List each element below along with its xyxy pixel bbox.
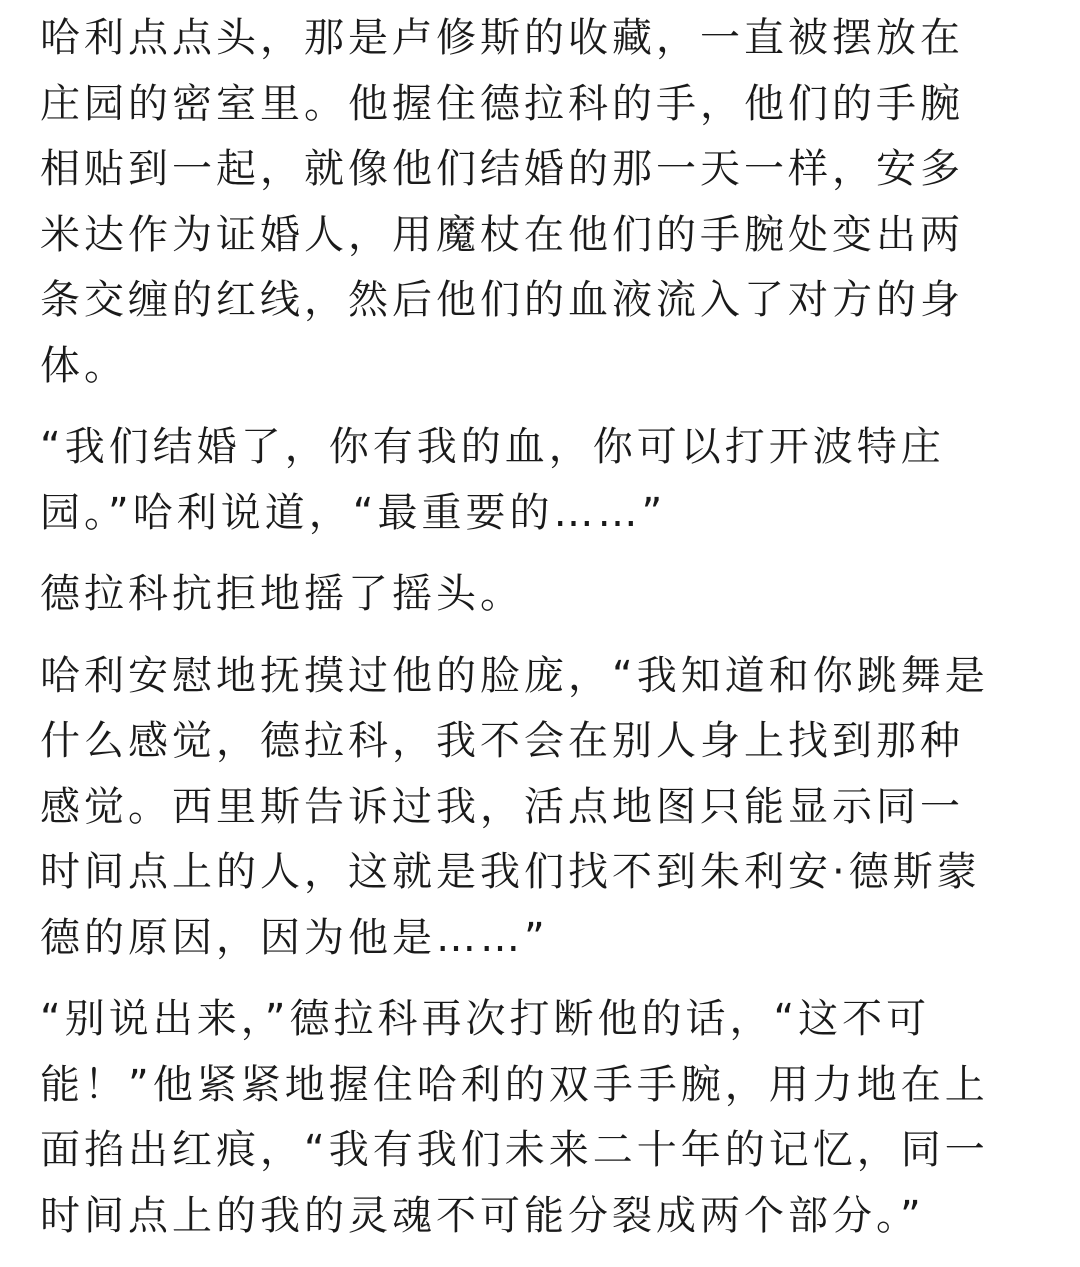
paragraph-2: “我们结婚了，你有我的血，你可以打开波特庄 园。”哈利说道，“最重要的……” (40, 424, 945, 536)
paragraph-3: 德拉科抗拒地摇了摇头。 (40, 571, 524, 617)
paragraph-4: 哈利安慰地抚摸过他的脸庞，“我知道和你跳舞是 什么感觉，德拉科，我不会在别人身上找到那种 感觉。西里斯告诉过我，活点地图只能显示同一 时间点上的人，这就是我们找不到朱利安·德斯蒙 德的原因，因为他是……” (40, 652, 989, 961)
paragraph-5: “别说出来，”德拉科再次打断他的话，“这不可 能！”他紧紧地握住哈利的双手手腕，用力地在上 面掐出红痕，“我有我们未来二十年的记忆，同一 时间点上的我的灵魂不可能分裂成两个部分。” (40, 996, 989, 1239)
paragraph-1: 哈利点点头，那是卢修斯的收藏，一直被摆放在 庄园的密室里。他握住德拉科的手，他们的手腕 相贴到一起，就像他们结婚的那一天一样，安多 米达作为证婚人，用魔杖在他们的手腕处变出两 条交缠的红线，然后他们的血液流入了对方的身 体。 (40, 15, 964, 389)
